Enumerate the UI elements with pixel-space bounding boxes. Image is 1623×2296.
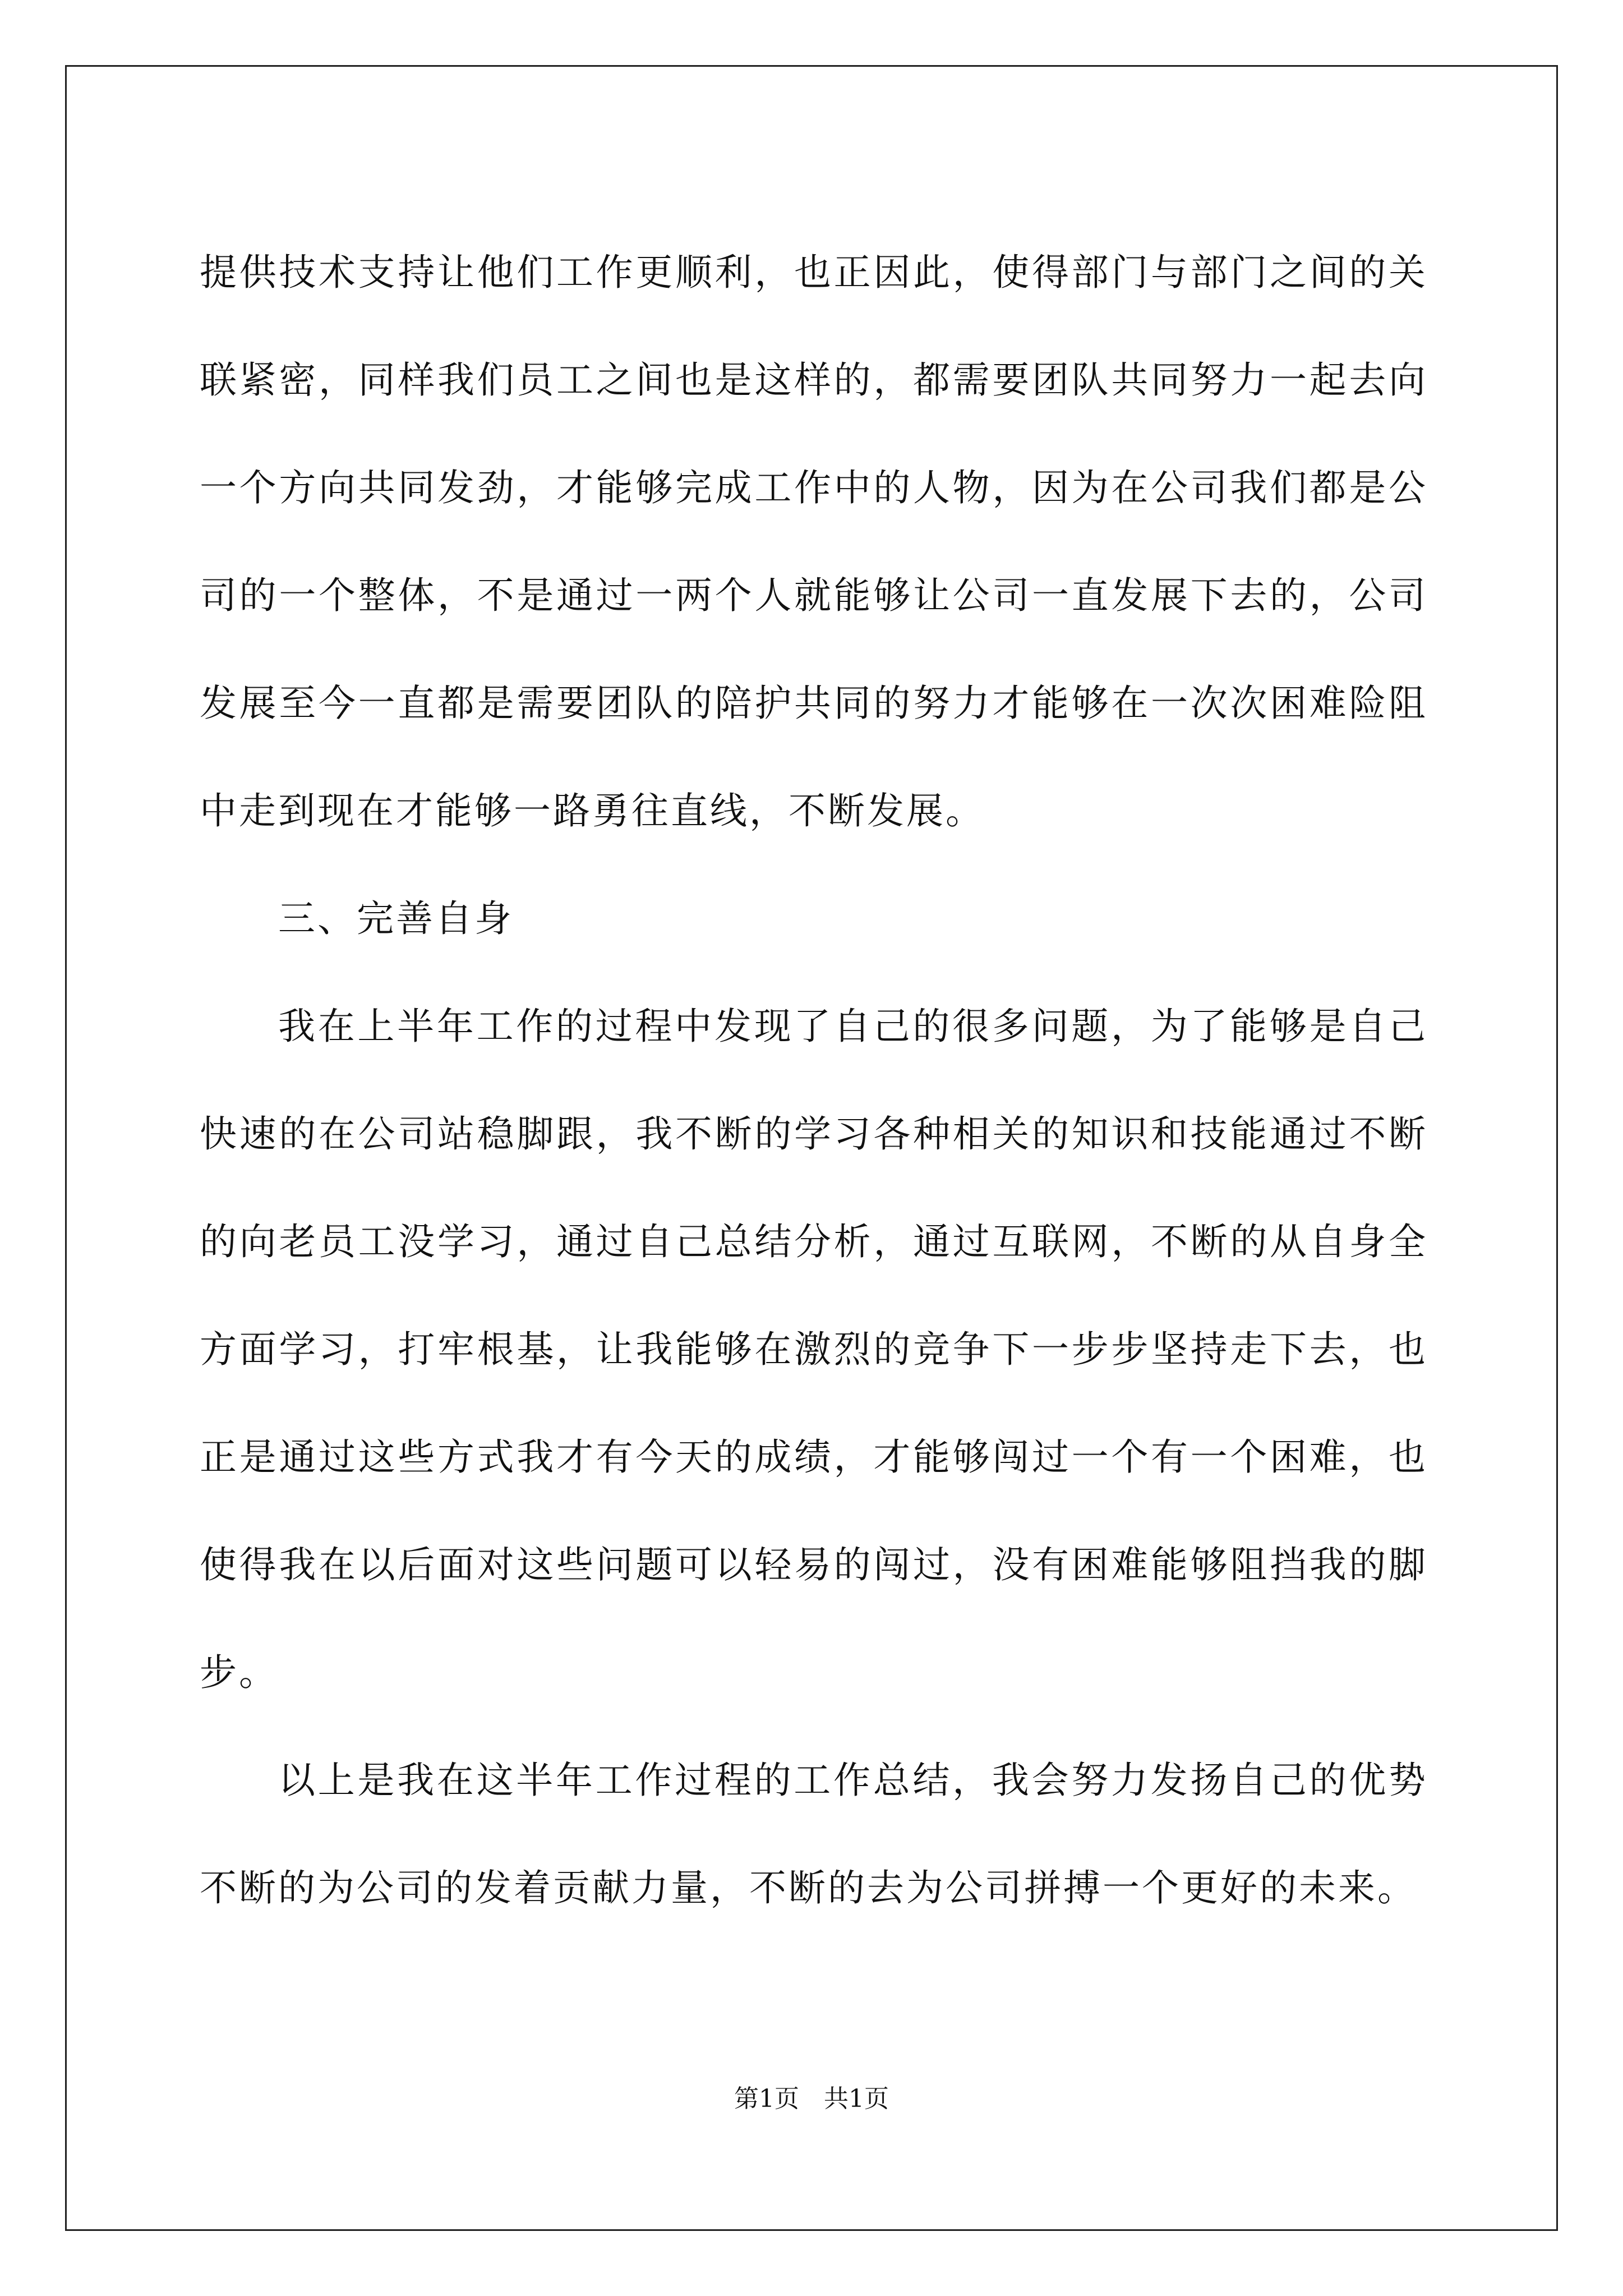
section-heading: 三、完善自身 — [278, 897, 514, 940]
paragraph-conclusion: 以上是我在这半年工作过程的工作总结，我会努力发扬自己的优势不断的为公司的发着贡献力量，不断的去为公司拼搏一个更好的未来。 — [200, 1759, 1428, 1910]
paragraph-self-improvement: 我在上半年工作的过程中发现了自己的很多问题，为了能够是自己快速的在公司站稳脚跟，我不断的学习各种相关的知识和技能通过不断的向老员工没学习，通过自己总结分析，通过互联网，不断的从自身全方面学习，打牢根基，让我能够在激烈的竞争下一步步坚持走下去，也正是通过这些方式我才有今天的成绩，才能够闯过一个有一个困难，也使得我在以后面对这些问题可以轻易的闯过，没有困难能够阻挡我的脚步。 — [200, 1005, 1428, 1694]
document-body — [200, 219, 1428, 1942]
paragraph-continuation: 提供技术支持让他们工作更顺利，也正因此，使得部门与部门之间的关联紧密，同样我们员工之间也是这样的，都需要团队共同努力一起去向一个方向共同发劲，才能够完成工作中的人物，因为在公司我们都是公司的一个整体，不是通过一两个人就能够让公司一直发展下去的，公司发展至今一直都是需要团队的陪护共同的努力才能够在一次次困难险阻中走到现在才能够一路勇往直线，不断发展。 — [200, 251, 1428, 832]
page-number-footer: 第1页 共1页 — [734, 2085, 889, 2113]
